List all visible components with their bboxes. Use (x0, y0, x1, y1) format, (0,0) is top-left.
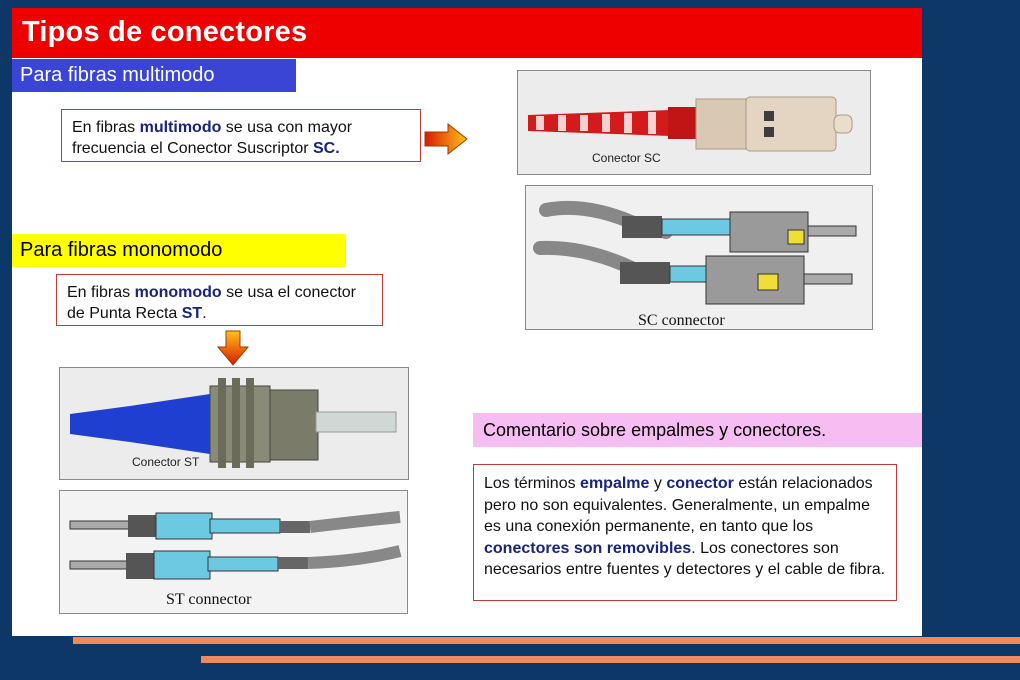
sc-connector-photo (517, 70, 871, 175)
keyword-empalme: empalme (580, 475, 650, 492)
slide (12, 8, 922, 636)
keyword-multimodo: multimodo (139, 119, 222, 136)
slide-title: Tipos de conectores (22, 16, 308, 48)
st-connector-photo (59, 367, 409, 480)
section-singlemode-heading: Para fibras monomodo (12, 234, 346, 267)
keyword-sc: SC. (313, 140, 340, 157)
arrow-right-icon (424, 123, 468, 155)
text: En fibras (72, 119, 140, 136)
st-diagram-caption: ST connector (166, 591, 252, 608)
text: Los términos (484, 475, 581, 492)
sc-photo-caption: Conector SC (592, 151, 661, 165)
section-multimode-heading: Para fibras multimodo (12, 59, 296, 92)
text: . (202, 305, 207, 322)
sc-diagram-caption: SC connector (638, 312, 725, 329)
st-photo-caption: Conector ST (132, 455, 200, 469)
text: . Los conectores son necesarios entre fuentes y detectores y el cable de fibra. (484, 539, 886, 578)
keyword-monomodo: monomodo (134, 284, 222, 301)
decorative-stripe (73, 637, 1020, 644)
keyword-conectores-removibles: conectores son removibles (484, 539, 692, 557)
text: están relacionados pero no son equivalentes. Generalmente, un empalme es una conexión permanente, en tanto que los (484, 475, 873, 535)
title-bar (12, 8, 922, 58)
sc-connector-diagram (525, 185, 873, 330)
text: y (649, 475, 667, 492)
text: En fibras (67, 284, 135, 301)
comment-heading: Comentario sobre empalmes y conectores. (473, 413, 922, 447)
multimode-description-box (61, 109, 421, 162)
comment-box (473, 464, 897, 601)
st-connector-diagram (59, 490, 408, 614)
keyword-conector: conector (666, 475, 734, 492)
keyword-st: ST (181, 305, 203, 322)
decorative-stripe (201, 656, 1020, 663)
singlemode-description-box (56, 274, 383, 326)
text: se usa el conector de Punta Recta (67, 284, 356, 322)
arrow-down-icon (217, 330, 249, 366)
text: se usa con mayor frecuencia el Conector Suscriptor (72, 119, 353, 157)
